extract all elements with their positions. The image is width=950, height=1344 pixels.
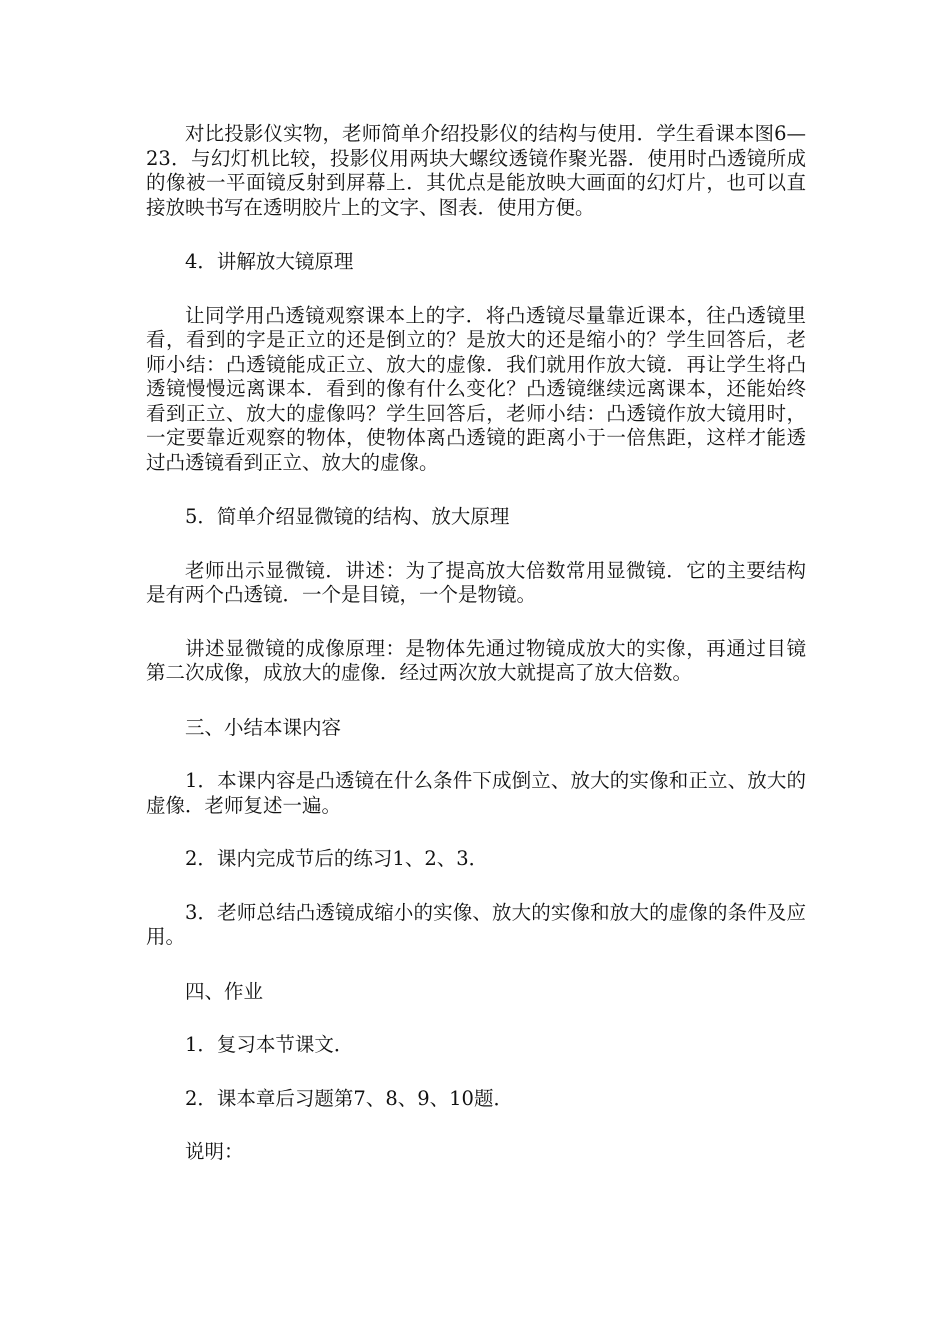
summary-item-3: 3．老师总结凸透镜成缩小的实像、放大的实像和放大的虚像的条件及应用。 — [146, 900, 806, 948]
heading-microscope: 5．简单介绍显微镜的结构、放大原理 — [185, 505, 510, 528]
homework-item-2: 2．课本章后习题第7、8、9、10题． — [185, 1086, 513, 1110]
heading-summary: 三、小结本课内容 — [185, 715, 342, 739]
paragraph-magnifier: 让同学用凸透镜观察课本上的字．将凸透镜尽量靠近课本，往凸透镜里看，看到的字是正立的还是倒立的？是放大的还是缩小的？学生回答后，老师小结：凸透镜能成正立、放大的虚像．我们就用作放大镜．再让学生将凸透镜慢慢远离课本．看到的像有什么变化？凸透镜继续远离课本，还能始终看到正立、放大的虚像吗？学生回答后，老师小结：凸透镜作放大镜用时，一定要靠近观察的物体，使物体离凸透镜的距离小于一倍焦距，这样才能透过凸透镜看到正立、放大的虚像。 — [146, 303, 806, 474]
summary-item-2: 2．课内完成节后的练习1、2、3． — [185, 847, 489, 870]
paragraph-microscope-structure: 老师出示显微镜．讲述：为了提高放大倍数常用显微镜．它的主要结构是有两个凸透镜．一个是目镜，一个是物镜。 — [146, 558, 806, 606]
paragraph-microscope-principle: 讲述显微镜的成像原理：是物体先通过物镜成放大的实像，再通过目镜第二次成像，成放大的虚像．经过两次放大就提高了放大倍数。 — [146, 636, 806, 684]
homework-item-1: 1．复习本节课文． — [185, 1033, 354, 1056]
paragraph-projector: 对比投影仪实物，老师简单介绍投影仪的结构与使用．学生看课本图6—23．与幻灯机比较，投影仪用两块大螺纹透镜作聚光器．使用时凸透镜所成的像被一平面镜反射到屏幕上．其优点是能放映大画面的幻灯片，也可以直接放映书写在透明胶片上的文字、图表．使用方便。 — [146, 122, 806, 219]
summary-item-1: 1．本课内容是凸透镜在什么条件下成倒立、放大的实像和正立、放大的虚像．老师复述一遍。 — [146, 769, 806, 817]
notes-label: 说明： — [185, 1140, 244, 1163]
document-body — [146, 122, 806, 1165]
heading-homework: 四、作业 — [185, 979, 264, 1003]
heading-magnifier: 4．讲解放大镜原理 — [185, 250, 354, 273]
